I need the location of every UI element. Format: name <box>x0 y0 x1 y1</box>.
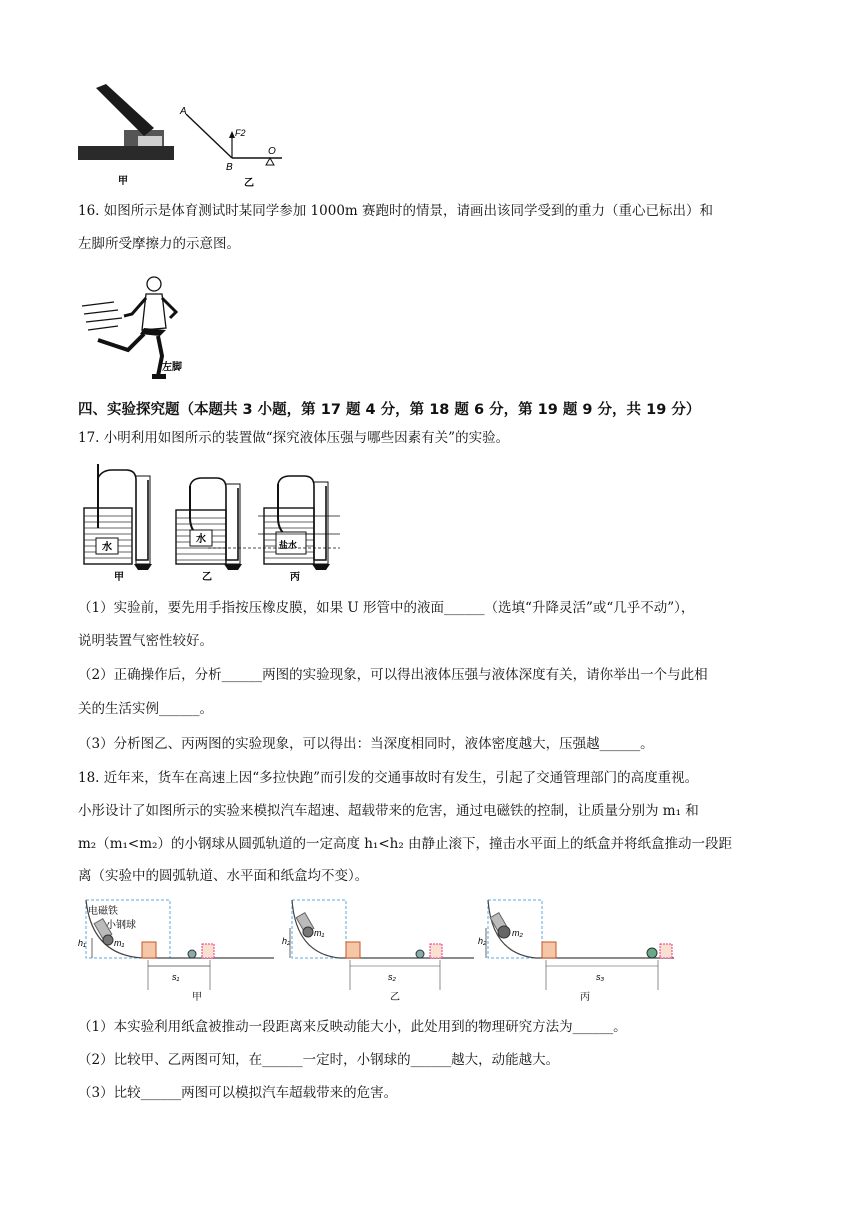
fig-label-yi: 乙 <box>244 178 254 189</box>
point-a-label: A <box>180 106 187 117</box>
stapler-lever-figure <box>74 78 294 190</box>
beaker-yi <box>176 486 226 564</box>
point-o-label: O <box>268 146 276 157</box>
svg-text:小钢球: 小钢球 <box>106 920 136 931</box>
svg-text:h₁: h₁ <box>78 938 86 948</box>
q17-p2-line1: （2）正确操作后，分析______两图的实验现象，可以得出液体压强与液体深度有关，请你举出一个与此相 <box>78 667 708 683</box>
q17-p2-line2: 关的生活实例______。 <box>78 701 213 717</box>
q17-p3: （3）分析图乙、丙两图的实验现象，可以得出：当深度相同时，液体密度越大，压强越______。 <box>78 736 654 752</box>
kinetic-energy-figure <box>78 896 688 1008</box>
stapler-handle <box>96 84 154 136</box>
svg-text:h₂: h₂ <box>478 936 487 946</box>
point-b-label: B <box>226 162 233 173</box>
panel-bing <box>478 900 674 1003</box>
svg-text:丙: 丙 <box>290 572 300 583</box>
svg-text:盐水: 盐水 <box>279 540 298 550</box>
force-label: F2 <box>235 128 246 138</box>
q18-p1: （1）本实验利用纸盒被推动一段距离来反映动能大小，此处用到的物理研究方法为______。 <box>78 1019 627 1035</box>
svg-text:s₁: s₁ <box>172 972 180 982</box>
svg-text:m₂: m₂ <box>512 928 523 938</box>
fig-label-jia: 甲 <box>118 176 128 187</box>
stapler-base <box>78 146 174 160</box>
runner-head <box>147 277 161 291</box>
svg-text:乙: 乙 <box>202 572 212 583</box>
beaker-jia <box>84 464 132 564</box>
fulcrum <box>266 158 274 165</box>
svg-text:s₃: s₃ <box>596 972 605 982</box>
svg-text:甲: 甲 <box>114 572 124 583</box>
q16-line2: 左脚所受摩擦力的示意图。 <box>78 236 240 252</box>
svg-text:m₁: m₁ <box>114 938 125 948</box>
svg-text:电磁铁: 电磁铁 <box>88 906 118 917</box>
q18-line4: 离（实验中的圆弧轨道、水平面和纸盒均不变）。 <box>78 868 369 884</box>
beaker-bing <box>264 484 314 564</box>
svg-text:丙: 丙 <box>580 992 590 1003</box>
q18-line3: m₂（m₁<m₂）的小钢球从圆弧轨道的一定高度 h₁<h₂ 由静止滚下，撞击水平面上的纸盒并将纸盒推动一段距 <box>78 836 733 852</box>
left-foot-label: 左脚 <box>162 362 182 373</box>
panel-jia <box>78 900 274 1003</box>
svg-text:h₂: h₂ <box>282 936 291 946</box>
svg-text:水: 水 <box>196 534 206 545</box>
q16-line1: 16. 如图所示是体育测试时某同学参加 1000m 赛跑时的情景，请画出该同学受到的重力（重心已标出）和 <box>78 203 713 219</box>
svg-text:m₁: m₁ <box>314 928 325 938</box>
svg-text:水: 水 <box>102 542 112 553</box>
svg-text:s₂: s₂ <box>388 972 396 982</box>
svg-text:乙: 乙 <box>390 992 400 1003</box>
svg-text:甲: 甲 <box>192 992 202 1003</box>
left-foot <box>152 374 166 379</box>
panel-yi <box>282 900 474 1003</box>
pressure-apparatus-figure <box>78 458 348 586</box>
section4-heading: 四、实验探究题（本题共 3 小题，第 17 题 4 分，第 18 题 6 分，第 19 题 9 分，共 19 分） <box>78 402 701 418</box>
q17-intro: 17. 小明利用如图所示的装置做“探究液体压强与哪些因素有关”的实验。 <box>78 430 510 446</box>
q18-line2: 小彤设计了如图所示的实验来模拟汽车超速、超载带来的危害，通过电磁铁的控制，让质量分别为 m₁ 和 <box>78 803 699 819</box>
q17-p1-line1: （1）实验前，要先用手指按压橡皮膜，如果 U 形管中的液面______（选填“升降灵活”或“几乎不动”）， <box>78 600 695 616</box>
q18-p3: （3）比较______两图可以模拟汽车超载带来的危害。 <box>78 1085 398 1101</box>
q18-p2: （2）比较甲、乙两图可知，在______一定时，小钢球的______越大，动能越大。 <box>78 1052 560 1068</box>
q18-line1: 18. 近年来，货车在高速上因“多拉快跑”而引发的交通事故时有发生，引起了交通管理部门的高度重视。 <box>78 770 699 786</box>
runner-figure <box>78 270 190 388</box>
q17-p1-line2: 说明装置气密性较好。 <box>78 633 213 649</box>
